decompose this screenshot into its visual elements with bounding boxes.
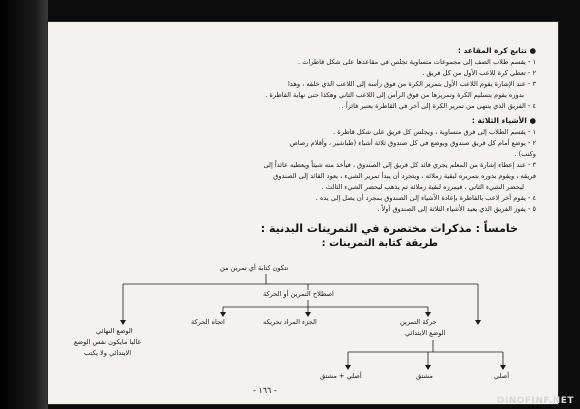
section2-line-4: ٣ - عند إعطاء إشارة من المعلم يجري قائد كل فريق إلى الصندوق ، فيأخذ منه شيئاً ويعطيه عائداً إلى (263, 161, 536, 169)
section2-title: ● الأشياء الثلاثة : (471, 116, 536, 125)
section2-line-1: ١ - يقسم الطلاب إلى فرق متساوية ، ويجلس كل فريق على شكل قاطرة . (333, 128, 536, 136)
section2-line-5: فريقه ، ويقوم بدوره بتمريره لبقية زملائه ، ويتجرد أن يبدأ تمرير الشيء ، يعود القائد إلى الصندوق (273, 172, 536, 180)
page-number: - ١٦٦ - (253, 386, 277, 395)
document-page (48, 22, 558, 404)
section1-line-5: ٤ - الفريق الذي ينتهي من تمرير الكرة إلى آخر في القاطرة يعتبر فائزاً . (341, 102, 536, 110)
tree-child-movement: حركة التمرين (400, 318, 437, 326)
section1-line-4: بدوره يقوم بتسليم الكرة وتمريرها من فوق الرأس إلى اللاعب الثاني وهكذا حتى نهاية القاطرة . (265, 91, 524, 99)
tree-connectors (48, 22, 558, 404)
tree-child-original-derived: أصلي + مشتق (320, 372, 362, 380)
section1-title: ● تتابع كرة المقاعد : (457, 46, 536, 55)
tree-child-direction: اتجاه الحركة (191, 318, 225, 326)
watermark: DINOFINF.NET (496, 396, 574, 406)
tree-node-end-note2: الابتدائي ولا يكتب (84, 349, 132, 357)
tree-child-original: أصلي (494, 372, 510, 380)
tree-child-derived: مشتق (416, 372, 433, 380)
section1-line-2: ٢ - تعطي كرة للاعب الأول من كل فريق . (422, 69, 536, 77)
section1-line-1: ١ - يقسم طلاب الصف إلى مجموعات متساوية تجلس في مقاعدها على شكل قاطرات . (298, 58, 536, 66)
section2-line-6: ليحضر الشيء الثاني ، فيمرره لبقية زملائه ثم يذهب ليحضر الشيء الثالث . (321, 183, 524, 191)
section2-line-3: وكتب) . (514, 150, 536, 158)
section-heading: خامساً : مذكرات مختصرة في التمرينات البدنية : (260, 222, 518, 235)
tree-node-end: الوضع النهائي (96, 327, 133, 335)
tree-node-start: الوضع الابتدائي (405, 329, 446, 337)
tree-child-body-part: الجزء المراد تحريكه (263, 318, 317, 326)
section1-line-3: ٣ - عند الإشارة يقوم اللاعب الأول بتمرير الكرة من فوق رأسه إلى اللاعب الذي خلفه ، وهذا (288, 80, 536, 88)
tree-root: تتكون كتابة أي تمرين من (220, 264, 289, 272)
tree-node-end-note1: غالبا مايكون نفس الوضع (74, 338, 141, 346)
section2-line-7: ٤ - يقوم آخر لاعب بالقاطرة بإعادة الأشياء إلى الصندوق بمجرد أن يصل إلى يده . (315, 194, 536, 202)
tree-node-term: اصطلاح التمرين أو الحركة (263, 290, 334, 298)
section2-line-8: ٥ - يفوز الفريق الذي يعيد الأشياء الثلاثة إلى الصندوق أولاً . (377, 205, 536, 213)
section2-line-2: ٢ - يوضع أمام كل فريق صندوق ويوضع في كل صندوق ثلاثة أشياء (طباشير ، وأقلام رصاص (289, 139, 536, 147)
scan-shadow (0, 0, 48, 409)
section-subheading: طريقة كتابة التمرينات : (321, 238, 438, 249)
